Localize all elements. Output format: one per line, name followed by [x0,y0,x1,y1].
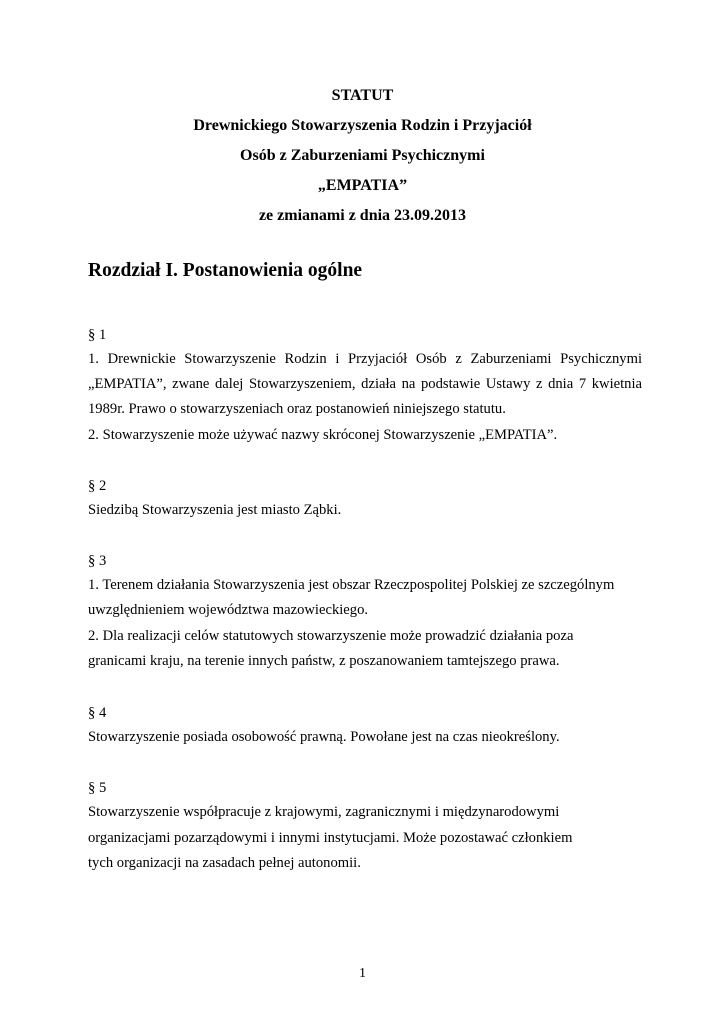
document-title: STATUT [331,87,394,104]
organization-short-name: „EMPATIA” [317,177,408,194]
paragraph-line: 1989r. Prawo o stowarzyszeniach oraz postanowień niniejszego statutu. [88,401,506,417]
paragraph-line: Stowarzyszenie posiada osobowość prawną. Powołane jest na czas nieokreślony. [88,729,560,745]
section-mark: § 5 [88,780,107,796]
paragraph-line: tych organizacji na zasadach pełnej autonomii. [88,855,361,871]
paragraph-line: 2. Dla realizacji celów statutowych stowarzyszenie może prowadzić działania poza [88,628,574,644]
section-mark: § 3 [88,553,107,569]
section-mark: § 2 [88,478,107,494]
paragraph-line: uwzględnieniem województwa mazowieckiego. [88,602,369,618]
amendment-date: ze zmianami z dnia 23.09.2013 [258,207,467,224]
organization-name-line-2: Osób z Zaburzeniami Psychicznymi [240,147,485,164]
page-number: 1 [359,966,366,981]
section-mark: § 4 [88,705,107,721]
organization-name-line-1: Drewnickiego Stowarzyszenia Rodzin i Przyjaciół [193,117,532,134]
paragraph-line: „EMPATIA”, zwane dalej Stowarzyszeniem, działa na podstawie Ustawy z dnia 7 kwietnia [88,376,642,392]
paragraph-line: 2. Stowarzyszenie może używać nazwy skróconej Stowarzyszenie „EMPATIA”. [88,427,558,443]
paragraph-line: granicami kraju, na terenie innych państw, z poszanowaniem tamtejszego prawa. [88,653,560,669]
paragraph-line: Stowarzyszenie współpracuje z krajowymi, zagranicznymi i międzynarodowymi [88,804,560,820]
paragraph-line: 1. Terenem działania Stowarzyszenia jest obszar Rzeczpospolitej Polskiej ze szczególnym [88,577,615,593]
chapter-heading: Rozdział I. Postanowienia ogólne [88,260,363,281]
section-mark: § 1 [88,327,107,343]
paragraph-line: 1. Drewnickie Stowarzyszenie Rodzin i Przyjaciół Osób z Zaburzeniami Psychicznymi [88,351,642,367]
paragraph-line: Siedzibą Stowarzyszenia jest miasto Ząbki. [88,502,342,518]
paragraph-line: organizacjami pozarządowymi i innymi instytucjami. Może pozostawać członkiem [88,830,573,846]
